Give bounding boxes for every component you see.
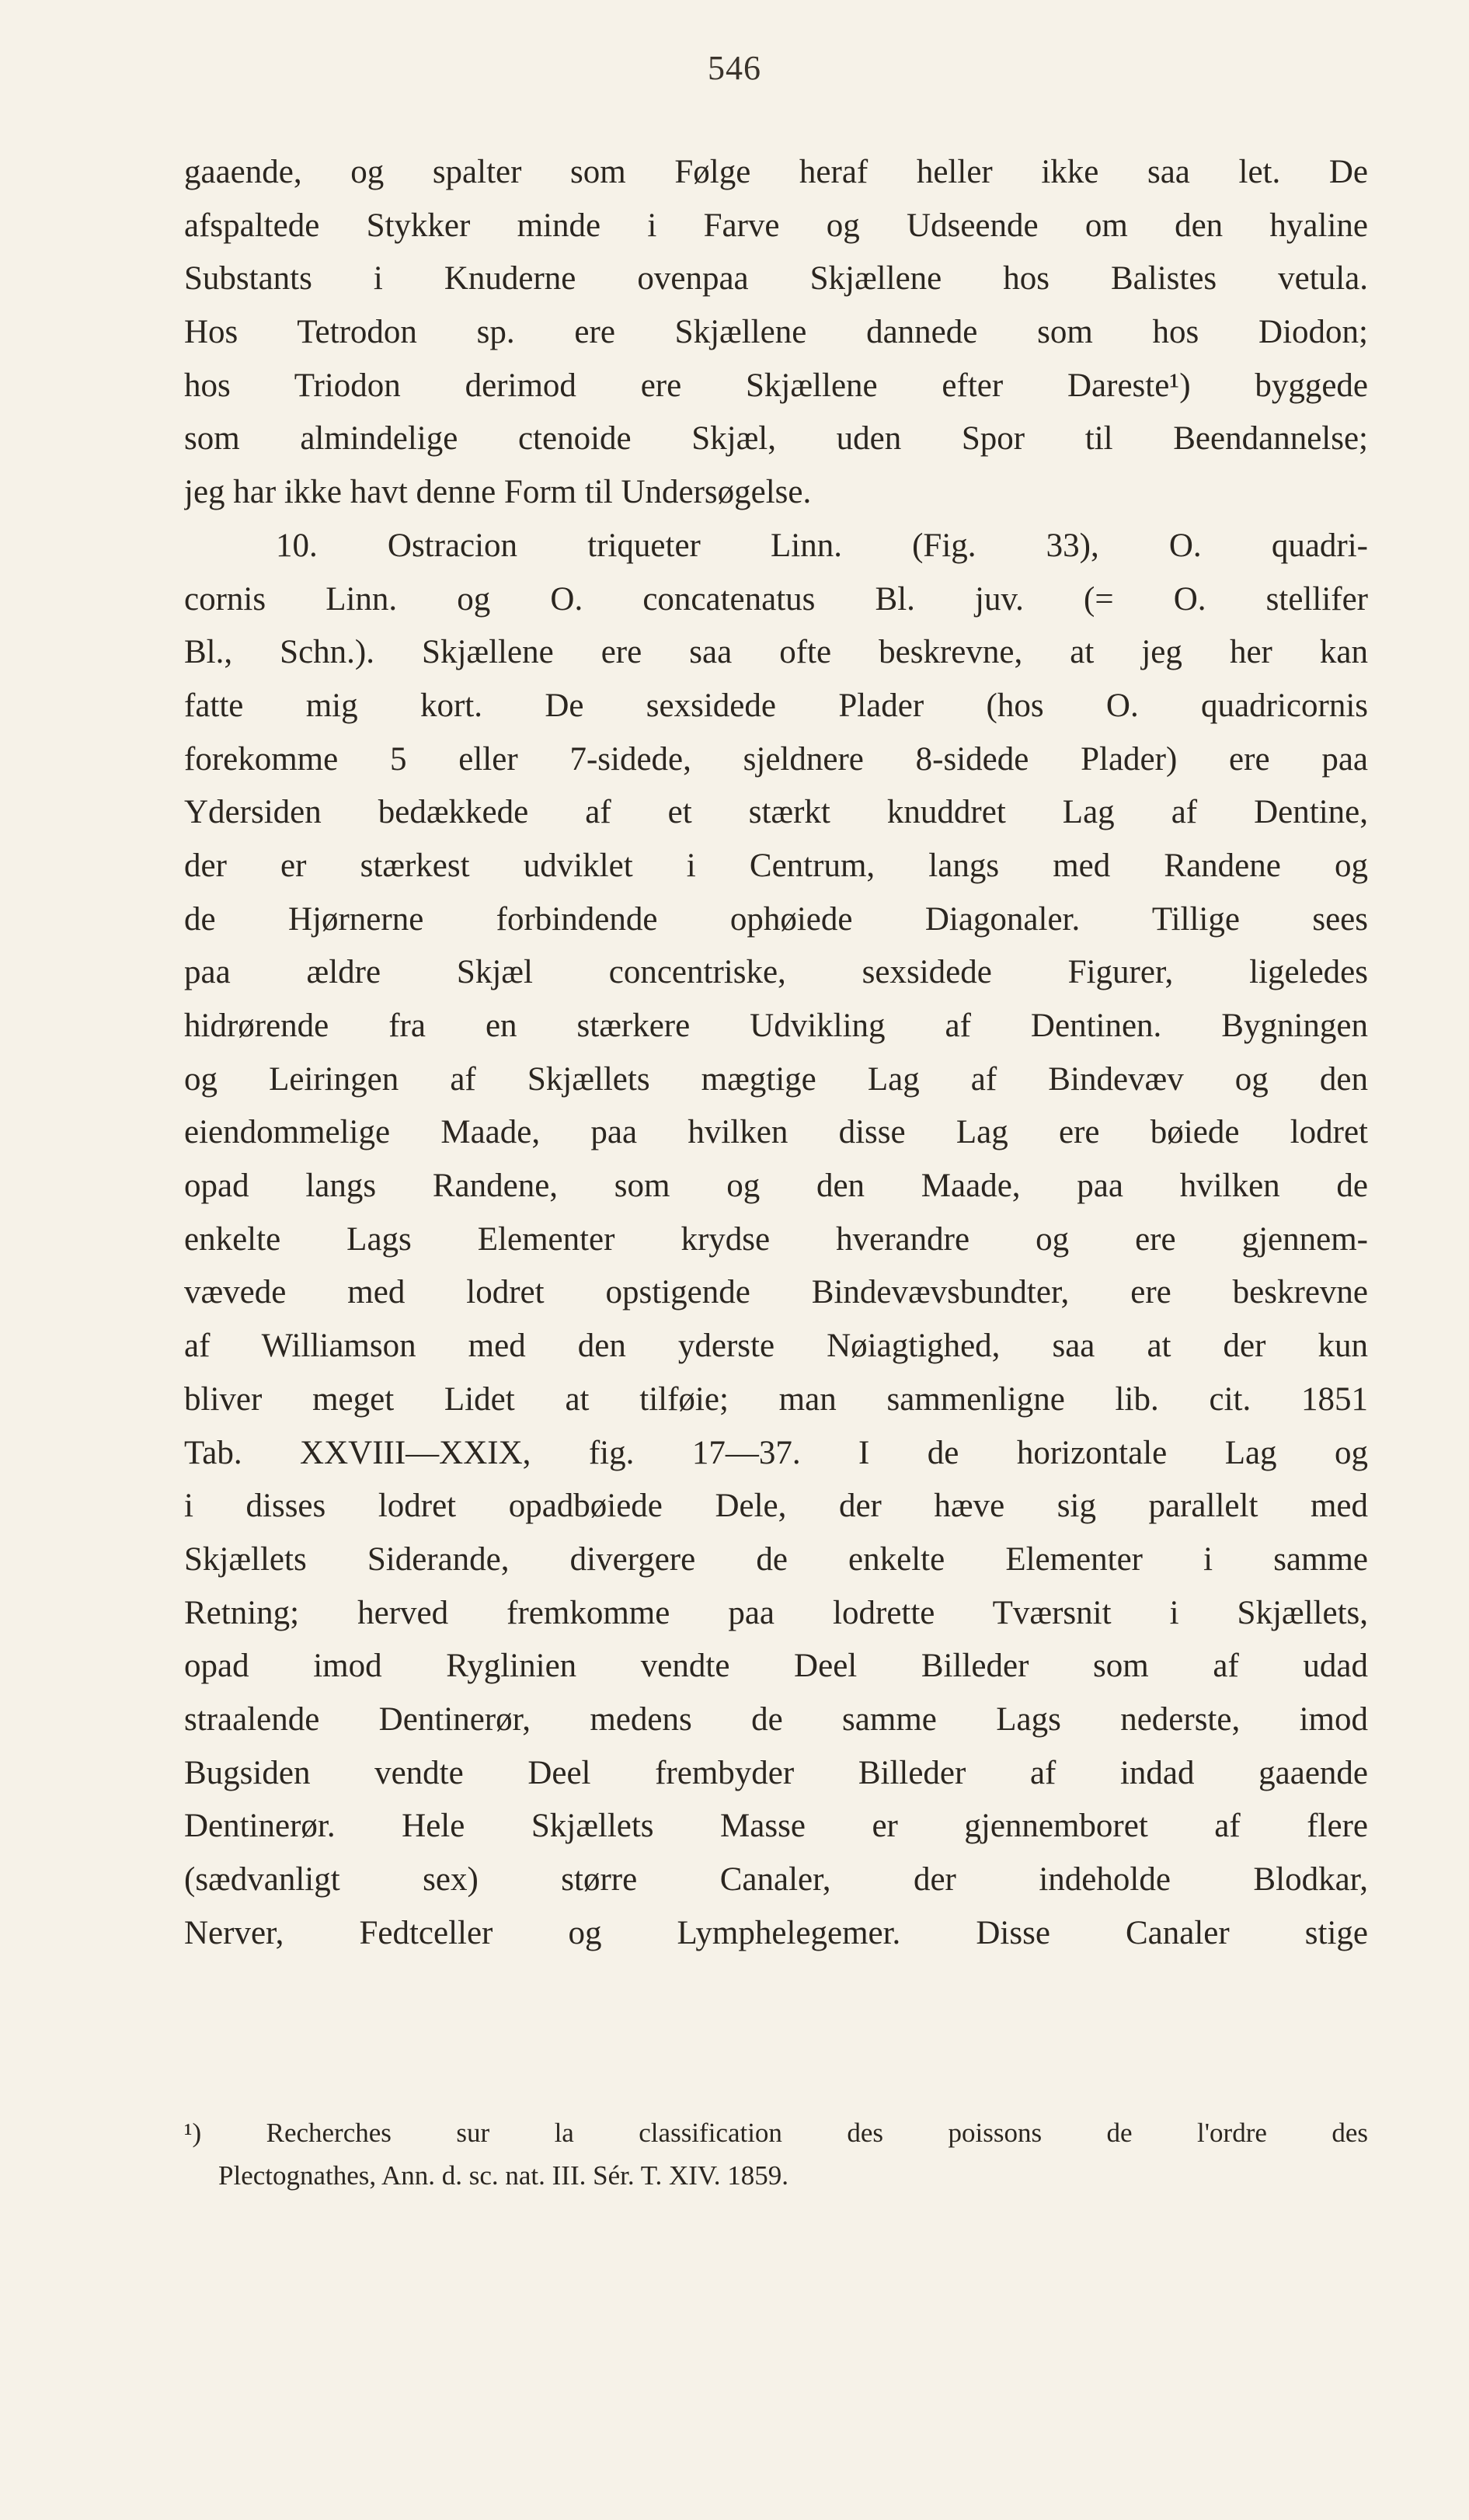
text-line: fatte mig kort. De sexsidede Plader (hos O. quadricornis xyxy=(184,687,1368,724)
footnote-line: Plectognathes, Ann. d. sc. nat. III. Sér. T. XIV. 1859. xyxy=(218,2160,788,2191)
text-line: der er stærkest udviklet i Centrum, langs med Randene og xyxy=(184,847,1368,884)
text-line: Bl., Schn.). Skjællene ere saa ofte beskrevne, at jeg her kan xyxy=(184,634,1368,671)
text-line: straalende Dentinerør, medens de samme Lags nederste, imod xyxy=(184,1700,1368,1738)
text-line: hos Triodon derimod ere Skjællene efter Dareste¹) byggede xyxy=(184,367,1368,404)
text-line: som almindelige ctenoide Skjæl, uden Spor til Beendannelse; xyxy=(184,420,1368,458)
body-text xyxy=(184,146,1368,1960)
text-line: cornis Linn. og O. concatenatus Bl. juv. (= O. stellifer xyxy=(184,580,1368,618)
text-line: forekomme 5 eller 7-sidede, sjeldnere 8-sidede Plader) ere paa xyxy=(184,740,1368,778)
footnote-line: ¹) Recherches sur la classification des poissons de l'ordre des xyxy=(184,2118,1368,2148)
text-line: (sædvanligt sex) større Canaler, der indeholde Blodkar, xyxy=(184,1861,1368,1898)
paragraph-end-line: jeg har ikke havt denne Form til Undersøgelse. xyxy=(184,474,812,511)
text-line: Retning; herved fremkomme paa lodrette Tværsnit i Skjællets, xyxy=(184,1594,1368,1631)
text-line: Substants i Knuderne ovenpaa Skjællene hos Balistes vetula. xyxy=(184,260,1368,298)
text-line: vævede med lodret opstigende Bindevævsbundter, ere beskrevne xyxy=(184,1274,1368,1311)
section-heading-line: 10. Ostracion triqueter Linn. (Fig. 33), O. quadri- xyxy=(276,527,1368,564)
text-line: Skjællets Siderande, divergere de enkelte Elementer i samme xyxy=(184,1540,1368,1578)
text-line: Hos Tetrodon sp. ere Skjællene dannede som hos Diodon; xyxy=(184,314,1368,351)
text-line: Ydersiden bedækkede af et stærkt knuddret Lag af Dentine, xyxy=(184,794,1368,831)
text-line: Bugsiden vendte Deel frembyder Billeder af indad gaaende xyxy=(184,1754,1368,1791)
text-line: af Williamson med den yderste Nøiagtighed, saa at der kun xyxy=(184,1328,1368,1365)
text-line: og Leiringen af Skjællets mægtige Lag af Bindevæv og den xyxy=(184,1060,1368,1098)
text-line: bliver meget Lidet at tilføie; man sammenligne lib. cit. 1851 xyxy=(184,1380,1368,1418)
text-line: opad langs Randene, som og den Maade, paa hvilken de xyxy=(184,1168,1368,1205)
text-line: i disses lodret opadbøiede Dele, der hæve sig parallelt med xyxy=(184,1488,1368,1525)
text-line: hidrørende fra en stærkere Udvikling af Dentinen. Bygningen xyxy=(184,1008,1368,1044)
text-line: gaaende, og spalter som Følge heraf heller ikke saa let. De xyxy=(184,154,1368,190)
text-line: Dentinerør. Hele Skjællets Masse er gjennemboret af flere xyxy=(184,1808,1368,1845)
footnote xyxy=(184,2111,1368,2197)
text-line: de Hjørnerne forbindende ophøiede Diagonaler. Tillige sees xyxy=(184,900,1368,938)
text-line: paa ældre Skjæl concentriske, sexsidede Figurer, ligeledes xyxy=(184,954,1368,991)
text-line: Nerver, Fedtceller og Lymphelegemer. Disse Canaler stige xyxy=(184,1914,1368,1951)
text-line: eiendommelige Maade, paa hvilken disse Lag ere bøiede lodret xyxy=(184,1114,1368,1151)
page-number: 546 xyxy=(708,49,761,87)
text-line: afspaltede Stykker minde i Farve og Udseende om den hyaline xyxy=(184,207,1368,244)
text-line: opad imod Ryglinien vendte Deel Billeder som af udad xyxy=(184,1648,1368,1685)
text-line: Tab. XXVIII—XXIX, fig. 17—37. I de horizontale Lag og xyxy=(184,1434,1368,1471)
text-line: enkelte Lags Elementer krydse hverandre og ere gjennem- xyxy=(184,1220,1368,1258)
